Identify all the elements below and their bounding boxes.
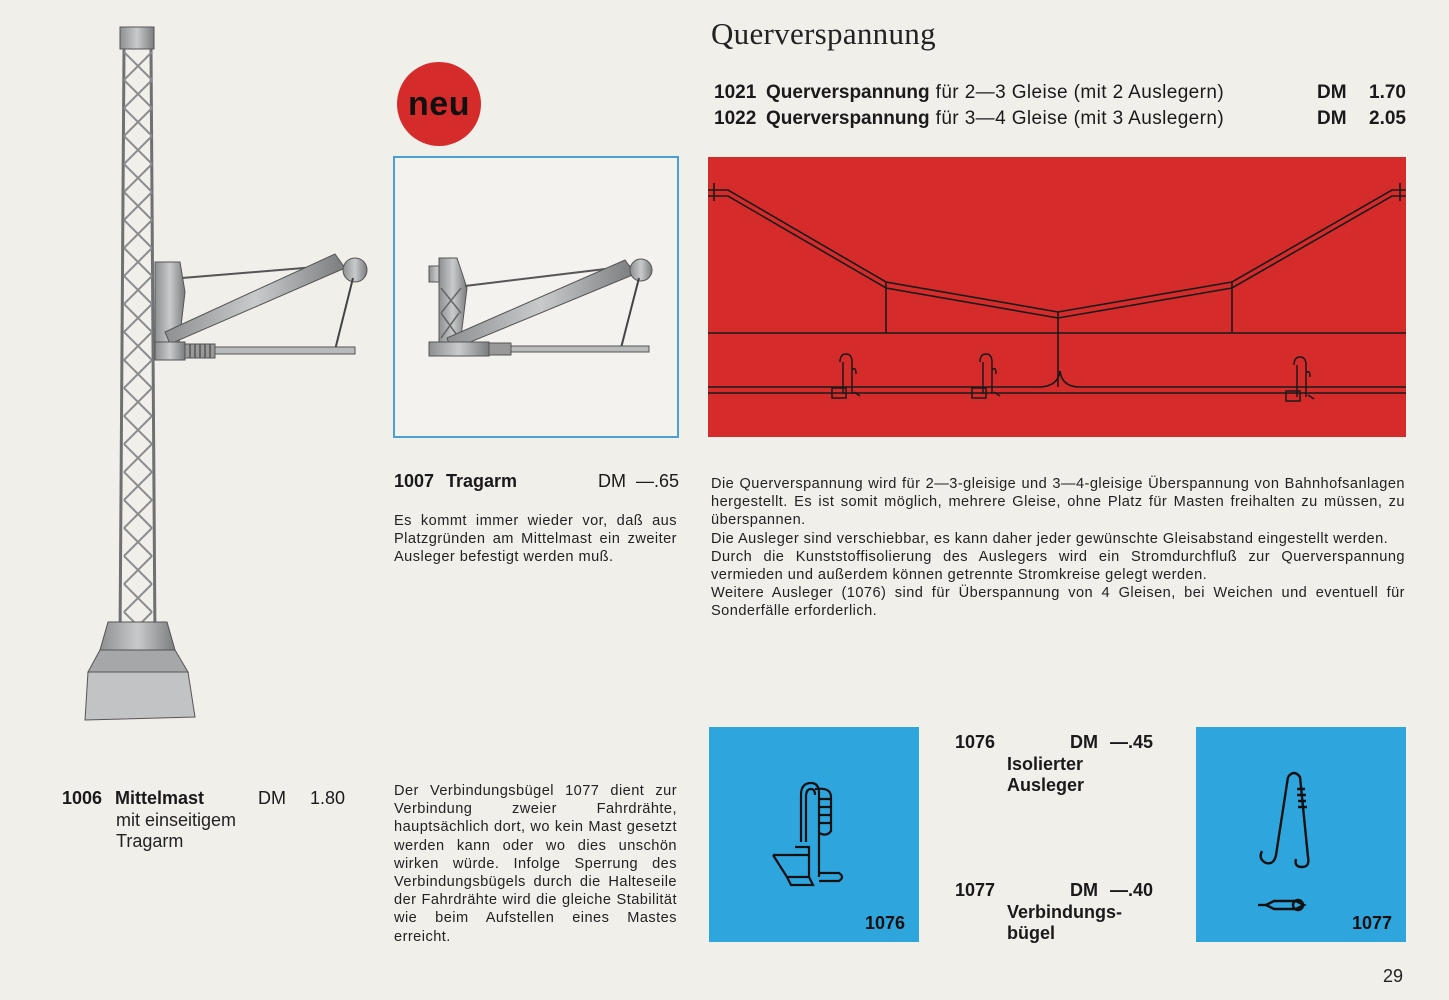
catenary-schematic (708, 157, 1406, 437)
new-badge-text: neu (408, 84, 470, 123)
currency: DM (258, 788, 286, 808)
product-number: 1076 (955, 732, 996, 752)
currency: DM (1070, 732, 1098, 752)
buegel-name-line-1: Verbindungs- (1007, 902, 1123, 922)
mittelmast-subtitle (116, 810, 236, 852)
image-label: 1076 (864, 913, 905, 933)
paragraph: Die Querverspannung wird für 2—3-gleisige und 3—4-gleisige Überspannung von Bahnhofsanlagen hergestellt. Es ist somit möglich, mehrere Gleise, ohne Platz für Masten freihalten zu müssen, zu überspannen. (711, 476, 1405, 529)
isolator-illustration (709, 727, 919, 942)
product-price: 1.80 (310, 788, 346, 808)
isolator-label (955, 732, 1165, 753)
product-price: 2.05 (1369, 108, 1406, 129)
new-badge (397, 62, 481, 146)
mittelmast-label (62, 788, 352, 809)
isolator-image (709, 727, 919, 942)
product-number: 1021 (714, 82, 757, 103)
buegel-label (955, 880, 1165, 901)
product-number: 1006 (62, 788, 103, 808)
paragraph: Die Ausleger sind verschiebbar, es kann daher jeder gewünschte Gleisabstand eingestellt werden. (711, 530, 1389, 547)
isolator-name (1007, 754, 1084, 796)
product-price: —.65 (635, 471, 679, 491)
paragraph: Durch die Kunststoffisolierung des Auslegers wird ein Stromdurchfluß zur Querverspannung vermieden und außerdem können getrennte Stromkreise gelegt werden. (711, 548, 1405, 584)
mittelmast-subtitle-line-1: mit einseitigem (116, 810, 237, 830)
buegel-illustration (1196, 727, 1406, 942)
product-name: Tragarm (446, 471, 518, 491)
page-title: Querverspannung (711, 16, 936, 51)
currency: DM (1070, 880, 1098, 900)
product-description: für 3—4 Gleise (mit 3 Auslegern) (935, 108, 1225, 129)
product-description: für 2—3 Gleise (mit 2 Auslegern) (935, 82, 1225, 103)
product-line-1022 (714, 108, 1406, 130)
buegel-name (1007, 902, 1122, 944)
product-number: 1022 (714, 108, 757, 129)
product-name: Querverspannung (766, 108, 930, 129)
product-price: —.45 (1110, 732, 1154, 752)
isolator-name-line-2: Ausleger (1007, 775, 1085, 795)
tragarm-label (394, 471, 679, 492)
paragraph: Weitere Ausleger (1076) sind für Überspannung von 4 Gleisen, bei Weichen und eventuell für Sonderfälle erforderlich. (711, 585, 1405, 620)
currency: DM (1317, 108, 1347, 129)
product-number: 1077 (955, 880, 996, 900)
tragarm-illustration (395, 158, 677, 436)
currency: DM (1317, 82, 1347, 103)
product-price: 1.70 (1369, 82, 1406, 103)
verbindung-description: Der Verbindungsbügel 1077 dient zur Verbindung zweier Fahrdrähte, hauptsächlich dort, wo kein Mast gesetzt werden kann oder wo dies unschön wirken würde. Infolge Sperrung des Verbindungsbügels durch die Halteseile der Fahrdrähte wird die gleiche Stabilität wie beim Aufstellen eines Mastes erreicht. (394, 783, 677, 945)
querverspannung-description (711, 475, 1405, 621)
querverspannung-diagram (708, 157, 1406, 437)
product-price: —.40 (1110, 880, 1154, 900)
buegel-name-line-2: bügel (1007, 923, 1055, 943)
buegel-image (1196, 727, 1406, 942)
tragarm-description: Es kommt immer wieder vor, daß aus Platzgründen am Mittelmast ein zweiter Ausleger befestigt werden muß. (394, 513, 677, 566)
page-number: 29 (1383, 966, 1404, 986)
mittelmast-illustration (70, 22, 380, 727)
product-number: 1007 (394, 471, 435, 491)
product-line-1021 (714, 82, 1406, 104)
image-label: 1077 (1351, 913, 1392, 933)
product-name: Querverspannung (766, 82, 930, 103)
mittelmast-subtitle-line-2: Tragarm (116, 831, 184, 851)
product-name: Mittelmast (115, 788, 205, 808)
isolator-name-line-1: Isolierter (1007, 754, 1084, 774)
currency: DM (597, 471, 626, 491)
tragarm-image-frame (393, 156, 679, 438)
